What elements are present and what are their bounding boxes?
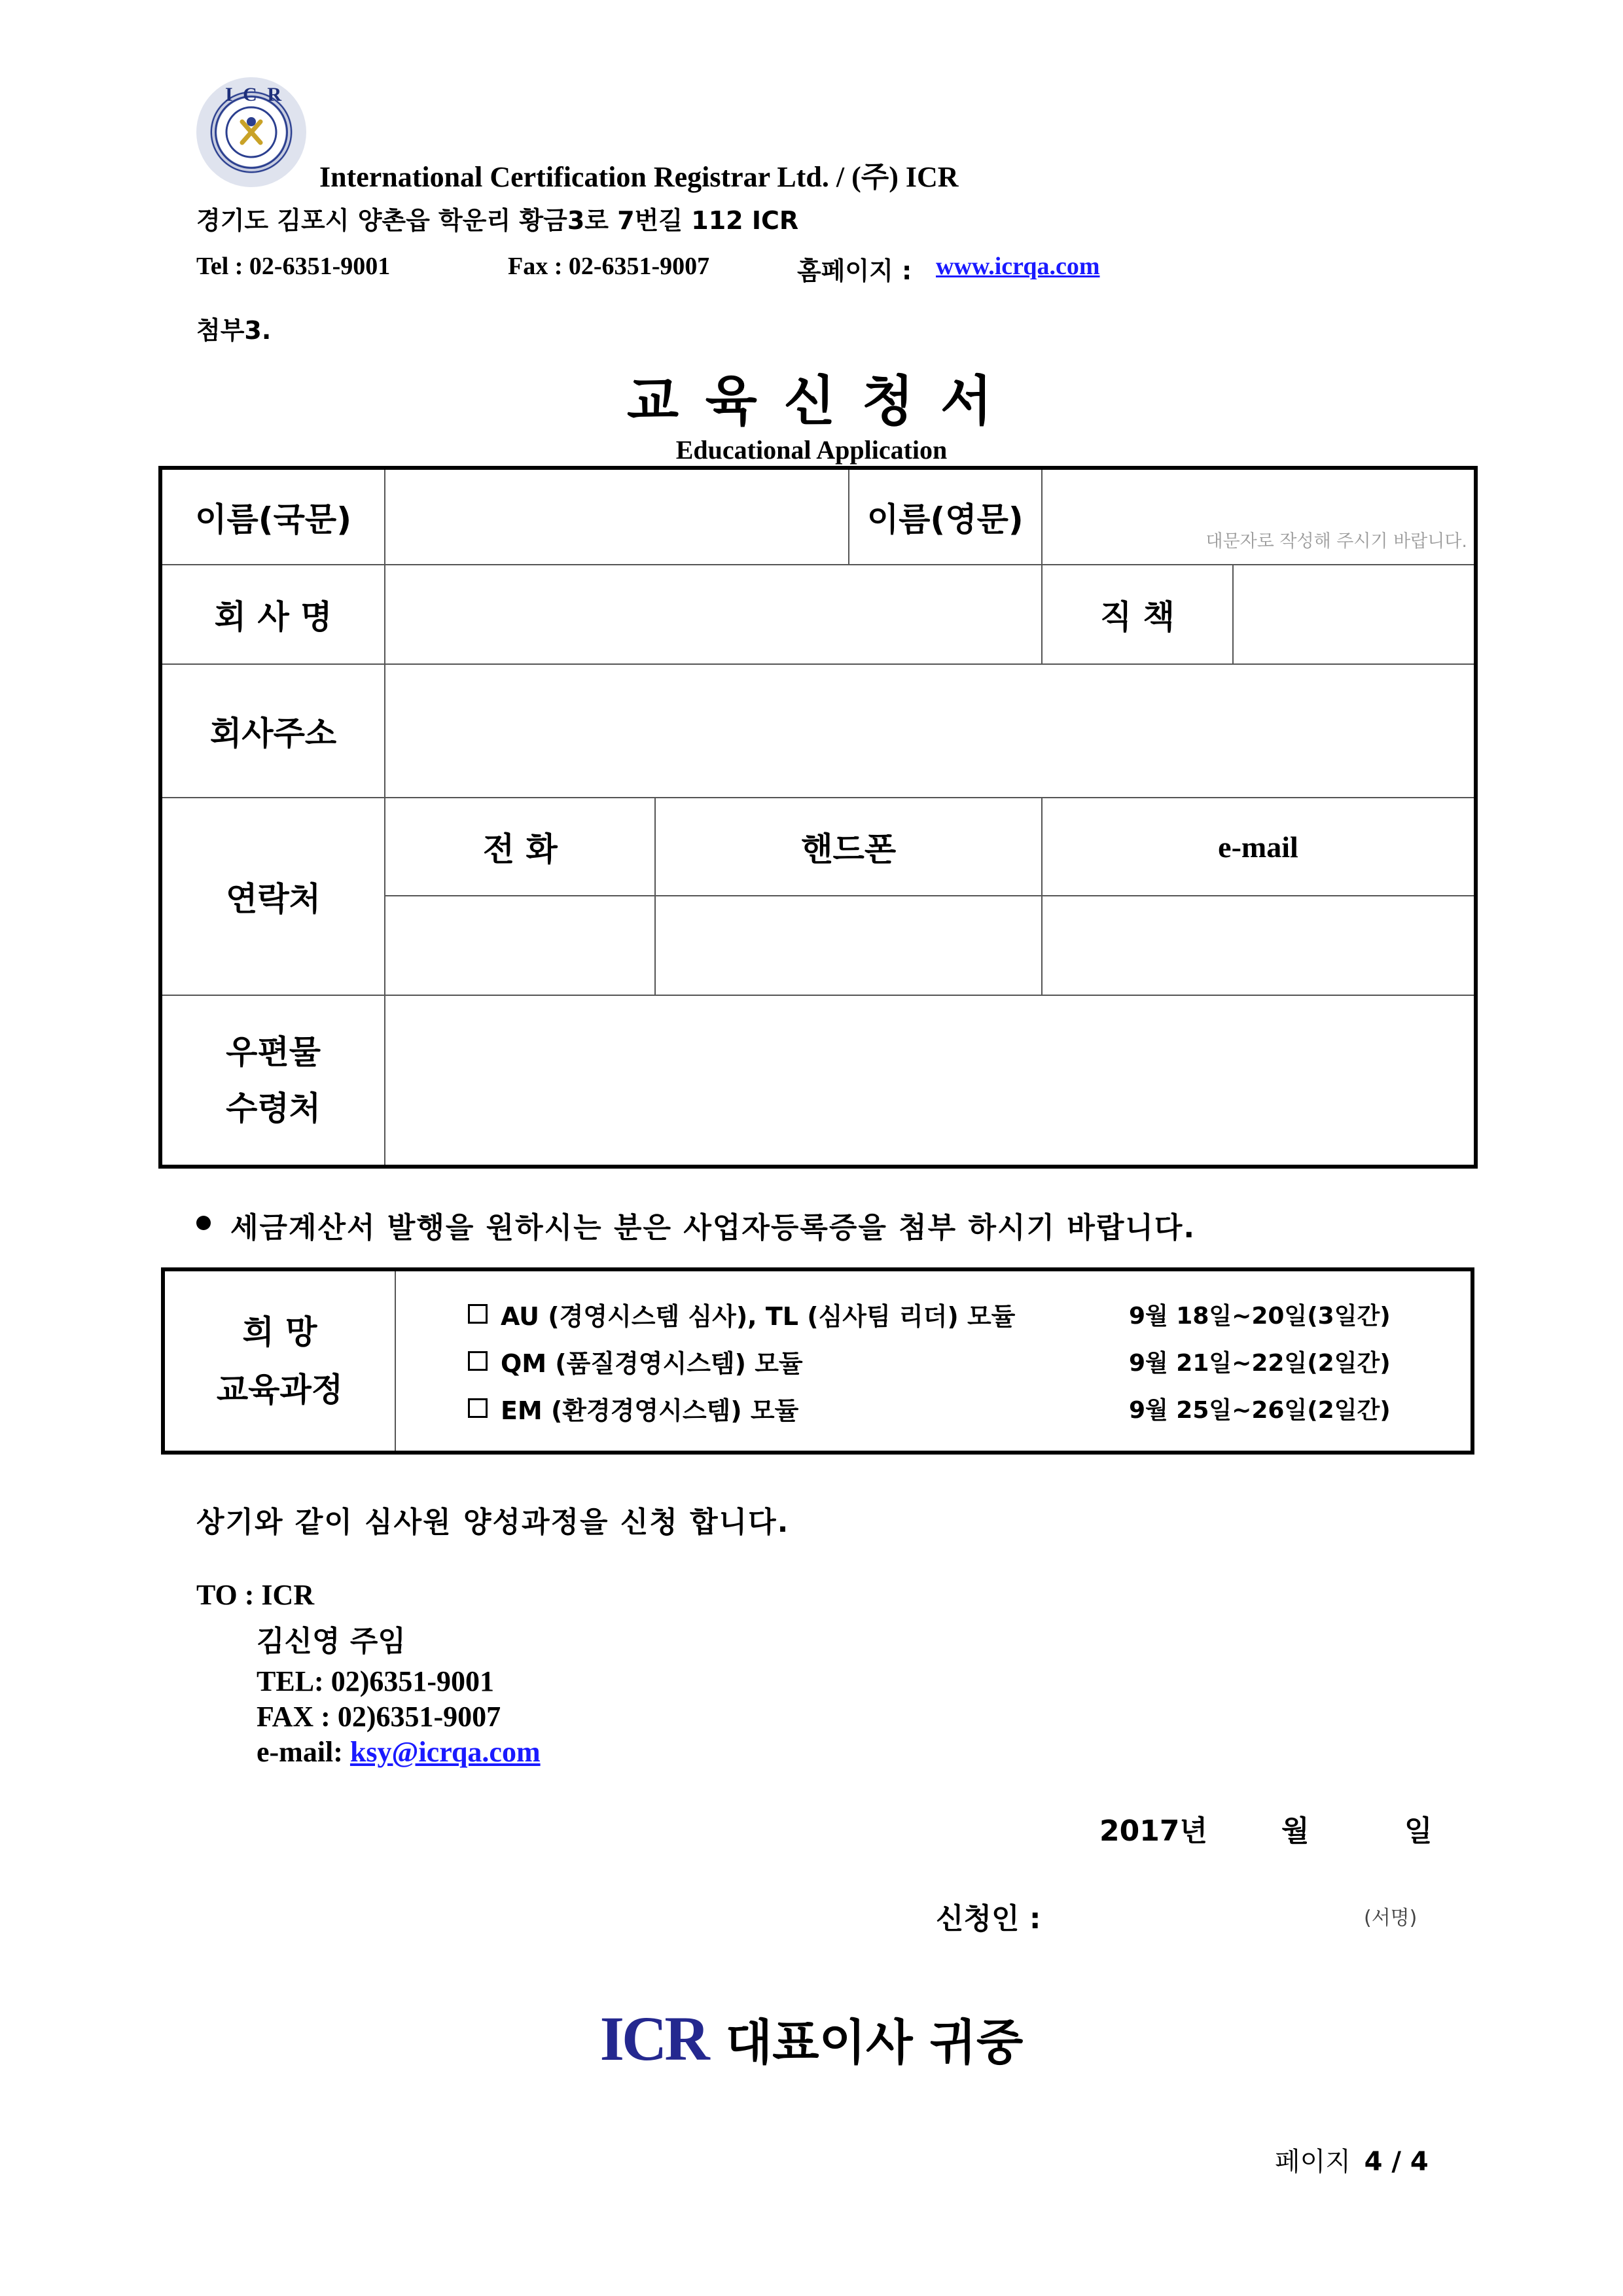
company-field[interactable]	[385, 565, 1042, 664]
email-field[interactable]	[1042, 896, 1476, 995]
position-label: 직 책	[1043, 565, 1234, 663]
mobile-field[interactable]	[655, 896, 1042, 995]
date-day: 일	[1404, 1814, 1433, 1848]
course-au-date: 9월 18일~20일(3일간)	[1128, 1302, 1391, 1330]
signature-hint: (서명)	[1364, 1907, 1418, 1930]
applicant-label: 신청인 :	[936, 1902, 1041, 1935]
footer-recipient	[0, 2002, 1623, 2075]
contact-email-label: e-mail:	[257, 1736, 343, 1768]
contact-label: 연락처	[160, 798, 385, 995]
footer-recipient-text: 대표이사 귀중	[725, 2014, 1024, 2071]
mail-label-line2: 수령처	[226, 1089, 321, 1127]
homepage-label: 홈페이지 :	[797, 256, 912, 285]
date-month: 월	[1281, 1814, 1310, 1848]
position-cell	[1042, 565, 1476, 664]
company-fax: Fax : 02-6351-9007	[508, 253, 710, 280]
contact-email-row	[257, 1735, 541, 1769]
course-option-au[interactable]	[468, 1290, 1471, 1337]
page-number-value: 4 / 4	[1364, 2147, 1429, 2177]
page-number	[1275, 2141, 1429, 2178]
name-kr-label: 이름(국문)	[160, 468, 385, 565]
course-em-name: EM (환경경영시스템) 모듈	[500, 1396, 799, 1425]
name-en-field[interactable]	[1042, 468, 1476, 565]
contact-to: TO : ICR	[196, 1579, 315, 1611]
company-address: 경기도 김포시 양촌읍 학운리 황금3로 7번길 112 ICR	[196, 206, 799, 235]
homepage-link[interactable]: www.icrqa.com	[936, 253, 1100, 280]
course-selection	[161, 1267, 1474, 1455]
company-label: 회 사 명	[160, 565, 385, 664]
position-field[interactable]	[1234, 565, 1474, 663]
application-statement: 상기와 같이 심사원 양성과정을 신청 합니다.	[196, 1506, 790, 1539]
mail-recipient-label	[160, 995, 385, 1167]
name-en-label: 이름(영문)	[849, 468, 1042, 565]
name-kr-field[interactable]	[385, 468, 848, 565]
applicant-signature-field[interactable]	[1054, 1884, 1355, 1926]
phone-label: 전 화	[385, 798, 655, 896]
attachment-label: 첨부3.	[196, 316, 272, 345]
phone-field[interactable]	[385, 896, 655, 995]
course-label-line1: 희 망	[242, 1313, 317, 1351]
company-logo	[196, 77, 306, 187]
application-form	[158, 466, 1478, 1169]
address-field[interactable]	[385, 664, 1476, 798]
mail-label-line1: 우편물	[226, 1033, 321, 1071]
course-label-line2: 교육과정	[216, 1371, 344, 1409]
checkbox-qm[interactable]	[468, 1351, 488, 1371]
company-name: International Certification Registrar Ltd. / (주) ICR	[319, 161, 959, 193]
course-qm-date: 9월 21일~22일(2일간)	[1128, 1349, 1391, 1377]
checkbox-au[interactable]	[468, 1304, 488, 1324]
page-subtitle: Educational Application	[675, 435, 948, 465]
name-en-hint: 대문자로 작성해 주시기 바랍니다.	[1205, 531, 1467, 552]
contact-fax: FAX : 02)6351-9007	[257, 1701, 501, 1733]
course-au-name: AU (경영시스템 심사), TL (심사팀 리더) 모듈	[500, 1301, 1016, 1331]
course-label	[163, 1269, 395, 1453]
mobile-label: 핸드폰	[655, 798, 1042, 896]
date-year: 2017년	[1099, 1814, 1207, 1848]
course-em-date: 9월 25일~26일(2일간)	[1128, 1396, 1391, 1424]
tax-invoice-notice: 세금계산서 발행을 원하시는 분은 사업자등록증을 첨부 하시기 바랍니다.	[230, 1211, 1196, 1245]
company-tel: Tel : 02-6351-9001	[196, 253, 391, 280]
address-label: 회사주소	[160, 664, 385, 798]
page-number-label: 페이지	[1275, 2147, 1351, 2177]
contact-tel: TEL: 02)6351-9001	[257, 1665, 494, 1697]
mail-recipient-field[interactable]	[385, 995, 1476, 1167]
page-title: 교 육 신 청 서	[626, 370, 997, 433]
logo-text: I C R	[225, 84, 285, 105]
course-option-em[interactable]	[468, 1385, 1471, 1432]
notice-bullet-icon	[196, 1216, 211, 1230]
course-options	[395, 1269, 1472, 1453]
course-qm-name: QM (품질경영시스템) 모듈	[500, 1349, 803, 1378]
checkbox-em[interactable]	[468, 1398, 488, 1418]
contact-person: 김신영 주임	[257, 1625, 406, 1658]
footer-logo: ICR	[599, 2004, 707, 2074]
course-option-qm[interactable]	[468, 1337, 1471, 1385]
email-label: e-mail	[1042, 798, 1476, 896]
contact-email-link[interactable]: ksy@icrqa.com	[349, 1736, 541, 1768]
